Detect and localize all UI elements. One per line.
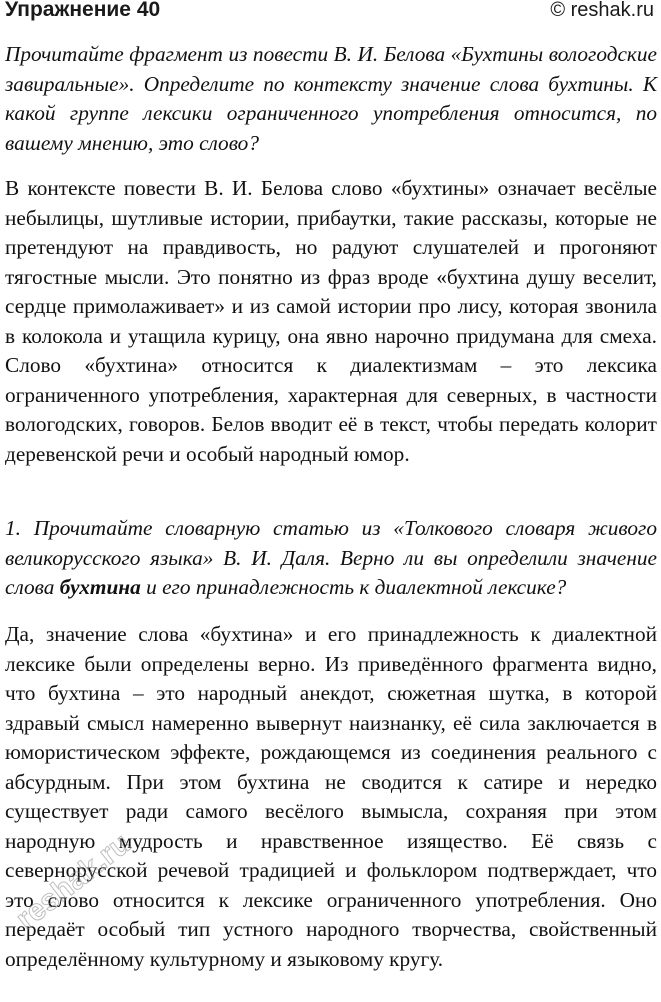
exercise-title: Упражнение 40 (5, 0, 161, 21)
task-2-text (5, 514, 657, 603)
task-2-text-end: и его принадлежность к диалектной лексике? (140, 575, 567, 599)
copyright-brand: © reshak.ru (550, 0, 654, 21)
answer-2-text: Да, значение слова «бухтина» и его принадлежность к диалектной лексике были определены верно. Из приведённого фрагмента видно, что бухтина – это народный анекдот, сюжетная шутка, в которой здравый смысл намеренно вывернут наизнанку, её сила заключается в юмористическом эффекте, рождающемся из соединения реального с абсурдным. При этом бухтина не сводится к сатире и нередко существует ради самого весёлого вымысла, сохраняя при этом народную мудрость и нравственное изящество. Её связь с севернорусской речевой традицией и фольклором подтверждает, что это слово относится к лексике ограниченного употребления. Оно передаёт особый тип устного народного творчества, свойственный определённому культурному и языковому кругу. (5, 622, 657, 971)
task-2-keyword: бухтина (59, 575, 141, 599)
answer-1-text: В контексте повести В. И. Белова слово «бухтины» означает весёлые небылицы, шутливые истории, прибаутки, такие рассказы, которые не претендуют на правдивость, но радуют слушателей и прогоняют тягостные мысли. Это понятно из фраз вроде «бухтина душу веселит, сердце примолаживает» и из самой истории про лису, которая звонила в колокола и утащила курицу, она явно нарочно придумана для смеха. Слово «бухтина» относится к диалектизмам – это лексика ограниченного употребления, характерная для северных, в частности вологодских, говоров. Белов вводит её в текст, чтобы передать колорит деревенской речи и особый народный юмор. (5, 176, 657, 466)
task-1-text: Прочитайте фрагмент из повести В. И. Белова «Бухтины вологодские завиральные». Определите по контексту значение слова бухтины. К какой группе лексики ограниченного употребления относится, по вашему мнению, это слово? (5, 42, 657, 155)
header (5, 0, 654, 24)
watermark-text: reshak.ru (10, 826, 137, 937)
task-2-text-start: 1. Прочитайте словарную статью из «Толкового словаря живого великорусского языка» В. И. Даля. Верно ли вы определили значение слова (5, 516, 657, 599)
